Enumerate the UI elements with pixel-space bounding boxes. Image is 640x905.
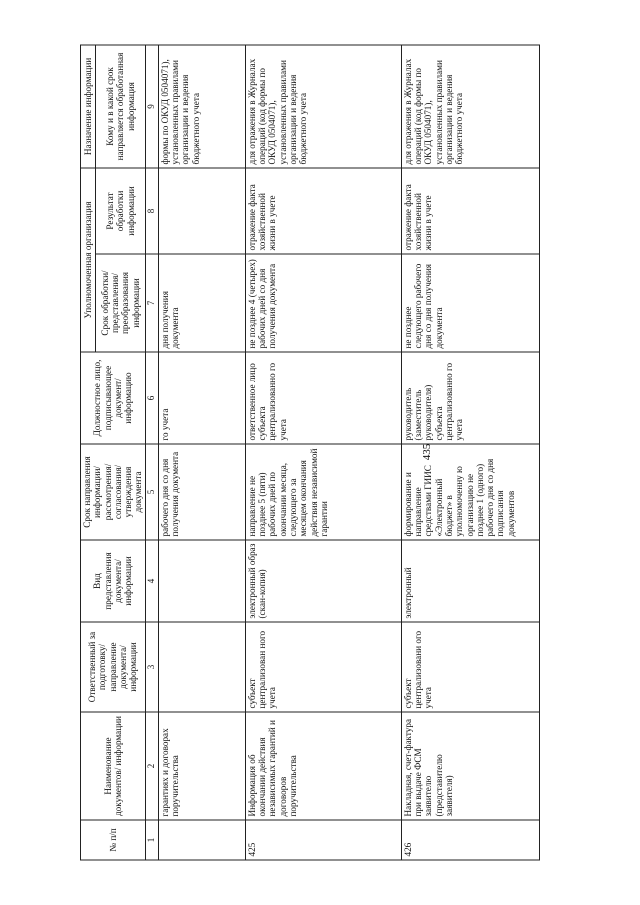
row-responsible: субъект централизовани ого учета [401, 622, 539, 712]
rotated-table-container [80, 45, 560, 860]
column-number: 8 [145, 167, 158, 253]
row-purpose: для отражения в Журналах операций (код формы по ОКУД 0504071), установленных правилами организации и ведения бюджетного учета [245, 44, 401, 167]
row-processing-result: отражение факта хозяйственной жизни в учете [245, 167, 401, 253]
row-processing-result [158, 167, 245, 253]
table-row [158, 44, 245, 859]
row-purpose: формы по ОКУД 0504071), установленных правилами организации и ведения бюджетного учета [158, 44, 245, 167]
column-number: 5 [145, 444, 158, 540]
header-processing-result: Результат обработки информации [95, 167, 145, 253]
header-purpose: Кому и в какой срок направляется обработанная информация [95, 44, 145, 167]
column-number: 6 [145, 352, 158, 444]
column-number: 7 [145, 254, 158, 352]
header-official: Должностное лицо, подписывающее документ/ информацию [81, 352, 146, 444]
row-processing-time: дня получения документа [158, 254, 245, 352]
row-num: 426 [401, 820, 539, 860]
table-row [401, 44, 539, 859]
row-deadline: рабочего дня со дня получения документа [158, 444, 245, 540]
row-type [158, 540, 245, 622]
header-row-top [81, 44, 96, 859]
row-official: руководитель (заместитель руководителя) субъекта централизованно го учета [401, 352, 539, 444]
header-responsible: Ответственный за подготовку/ направление документа/ информации [81, 622, 146, 712]
row-official: ответственное лицо субъекта централизованно го учета [245, 352, 401, 444]
page-number: 435 [421, 443, 433, 461]
header-type: Вид представления документа/ информации [81, 540, 146, 622]
header-num: № п/п [81, 820, 146, 860]
column-number: 2 [145, 712, 158, 820]
header-authorized-org: Уполномоченная организация [81, 167, 96, 351]
row-processing-time: не позднее следующего рабочего дня со дня получения документа [401, 254, 539, 352]
header-processing-time: Срок обработки/ представления/ преобразования информации [95, 254, 145, 352]
column-number: 4 [145, 540, 158, 622]
row-deadline: формирование и направление средствами ГИИС «Электронный бюджет» в уполномоченну ю организацию не позднее 1 (одного) рабочего дня со дня подписания документов [401, 444, 539, 540]
document-table [80, 44, 540, 860]
row-num [158, 820, 245, 860]
row-num: 425 [245, 820, 401, 860]
row-processing-result: отражение факта хозяйственной жизни в учете [401, 167, 539, 253]
row-responsible [158, 622, 245, 712]
column-numbers-row [145, 44, 158, 859]
column-number: 1 [145, 820, 158, 860]
row-name: гарантиях и договорах поручительства [158, 712, 245, 820]
row-deadline: направление не позднее 5 (пяти) рабочих дней по окончании месяца, следующего за месяцем окончания действия независимой гарантии [245, 444, 401, 540]
row-name: Накладная, счет-фактура при выдаче ФСМ заявителю (представителю заявителя) [401, 712, 539, 820]
column-number: 3 [145, 622, 158, 712]
row-type: электронный образ (скан-копия) [245, 540, 401, 622]
row-name: Информация об окончании действия независимых гарантий и договоров поручительства [245, 712, 401, 820]
row-responsible: субъект централизован ного учета [245, 622, 401, 712]
row-official: го учета [158, 352, 245, 444]
row-processing-time: не позднее 4 (четырех) рабочих дней со дня получения документа [245, 254, 401, 352]
header-name: Наименование документов/ информации [81, 712, 146, 820]
table-row [245, 44, 401, 859]
row-purpose: для отражения в Журналах операций (код формы по ОКУД 0504071), установленных правилами организации и ведения бюджетного учета [401, 44, 539, 167]
header-deadline: Срок направления информации/ рассмотрения/ согласования/ утверждения документа [81, 444, 146, 540]
row-type: электронный [401, 540, 539, 622]
header-purpose-group: Назначение информации [81, 44, 96, 167]
column-number: 9 [145, 44, 158, 167]
